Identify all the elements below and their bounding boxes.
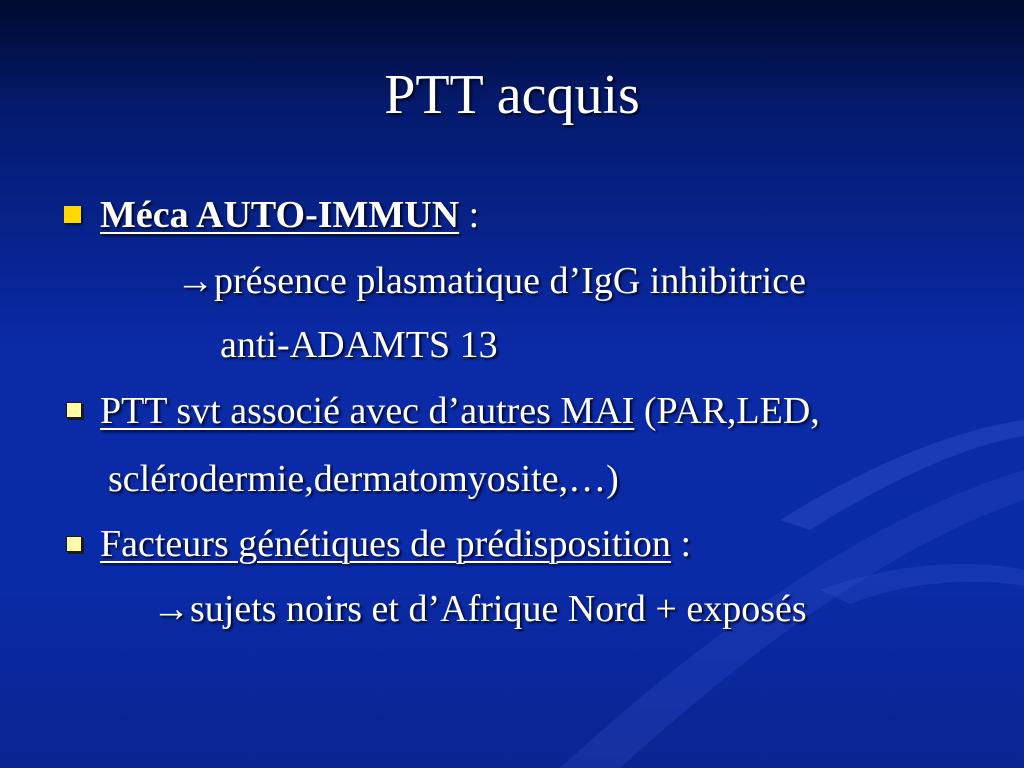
- item3-underlined-text: Facteurs génétiques de prédisposition: [100, 523, 671, 565]
- item2-underlined-text: PTT svt associé avec d’autres MAI: [100, 390, 635, 432]
- hollow-square-bullet-icon: [66, 402, 82, 418]
- slide-title: PTT acquis: [384, 64, 640, 126]
- item1-colon: :: [459, 194, 480, 236]
- item1-line3: anti-ADAMTS 13: [220, 324, 498, 366]
- item2-line1: [100, 388, 820, 434]
- item1-line1: [100, 192, 479, 238]
- item2-line2: sclérodermie,dermatomyosite,…): [108, 458, 619, 500]
- filled-square-bullet-icon: [64, 206, 81, 223]
- item1-line2: [176, 258, 806, 304]
- item3-line2-text: sujets noirs et d’Afrique Nord + exposés: [190, 588, 807, 630]
- item2-rest-text: (PAR,LED,: [634, 390, 820, 432]
- item1-heading: Méca AUTO-IMMUN: [100, 194, 460, 236]
- right-arrow-icon: →: [152, 588, 190, 630]
- hollow-square-bullet-icon: [66, 536, 82, 552]
- right-arrow-icon: →: [176, 260, 214, 302]
- item3-line1: [100, 521, 691, 567]
- item1-line2-text: présence plasmatique d’IgG inhibitrice: [214, 260, 806, 302]
- item3-colon: :: [670, 523, 691, 565]
- item3-line2: [152, 586, 807, 632]
